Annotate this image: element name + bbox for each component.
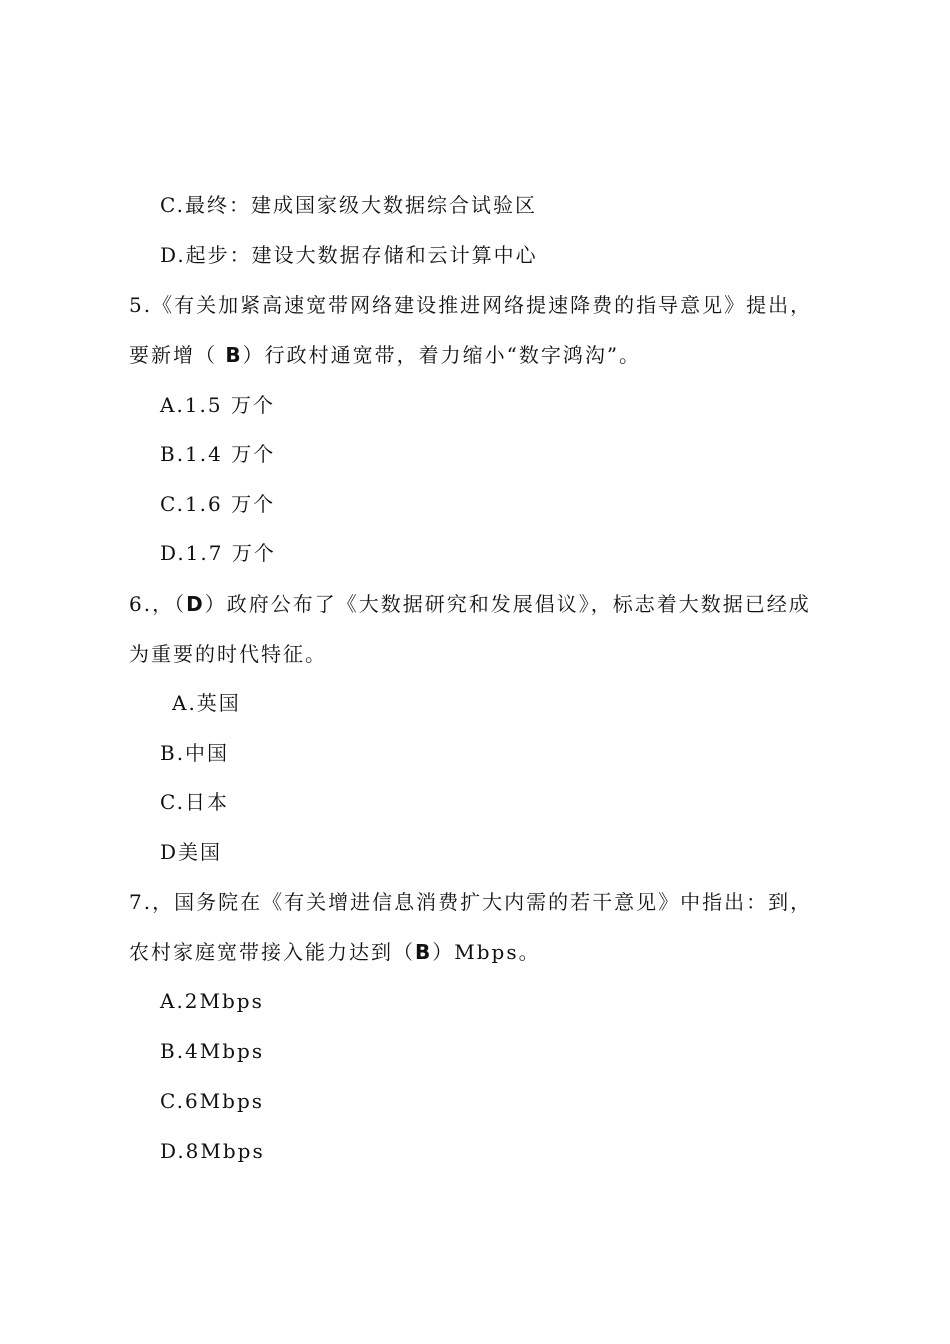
q7-stem-line1: 7.，国务院在《有关增进信息消费扩大内需的若干意见》中指出：到， xyxy=(129,890,813,914)
q7-option-a: A.2Mbps xyxy=(160,989,264,1013)
q6-stem-line1 xyxy=(129,592,811,616)
q7-option-d: D.8Mbps xyxy=(160,1139,265,1163)
q4-option-c: C.最终：建成国家级大数据综合试验区 xyxy=(160,193,537,217)
q5-stem-pre: 要新增（ xyxy=(129,343,226,367)
q7-answer: B xyxy=(415,940,433,964)
q5-answer: B xyxy=(225,343,243,367)
q7-option-c: C.6Mbps xyxy=(160,1089,265,1113)
q5-stem-line2 xyxy=(129,343,641,367)
q4-option-d: D.起步：建设大数据存储和云计算中心 xyxy=(160,243,538,267)
q6-option-c: C.日本 xyxy=(160,790,229,814)
q6-answer: D xyxy=(186,592,205,616)
q7-option-b: B.4Mbps xyxy=(160,1039,265,1063)
q6-stem-line2: 为重要的时代特征。 xyxy=(129,642,327,666)
q6-stem-pre: 6.，（ xyxy=(129,592,187,616)
q6-option-b: B.中国 xyxy=(160,741,230,765)
q7-stem-pre: 农村家庭宽带接入能力达到（ xyxy=(129,940,415,964)
q7-stem-line2 xyxy=(129,940,541,964)
q5-stem-line1: 5.《有关加紧高速宽带网络建设推进网络提速降费的指导意见》提出， xyxy=(129,293,813,317)
q6-option-d: D美国 xyxy=(160,840,223,864)
q7-stem-post: ）Mbps。 xyxy=(432,940,541,964)
q5-stem-post: ）行政村通宽带，着力缩小“数字鸿沟”。 xyxy=(242,343,642,367)
q5-option-b: B.1.4 万个 xyxy=(160,442,276,466)
q6-option-a: A.英国 xyxy=(172,691,241,715)
q6-stem-post: ）政府公布了《大数据研究和发展倡议》，标志着大数据已经成 xyxy=(204,592,811,616)
q5-option-d: D.1.7 万个 xyxy=(160,541,276,565)
q5-option-c: C.1.6 万个 xyxy=(160,492,276,516)
q5-option-a: A.1.5 万个 xyxy=(160,393,275,417)
